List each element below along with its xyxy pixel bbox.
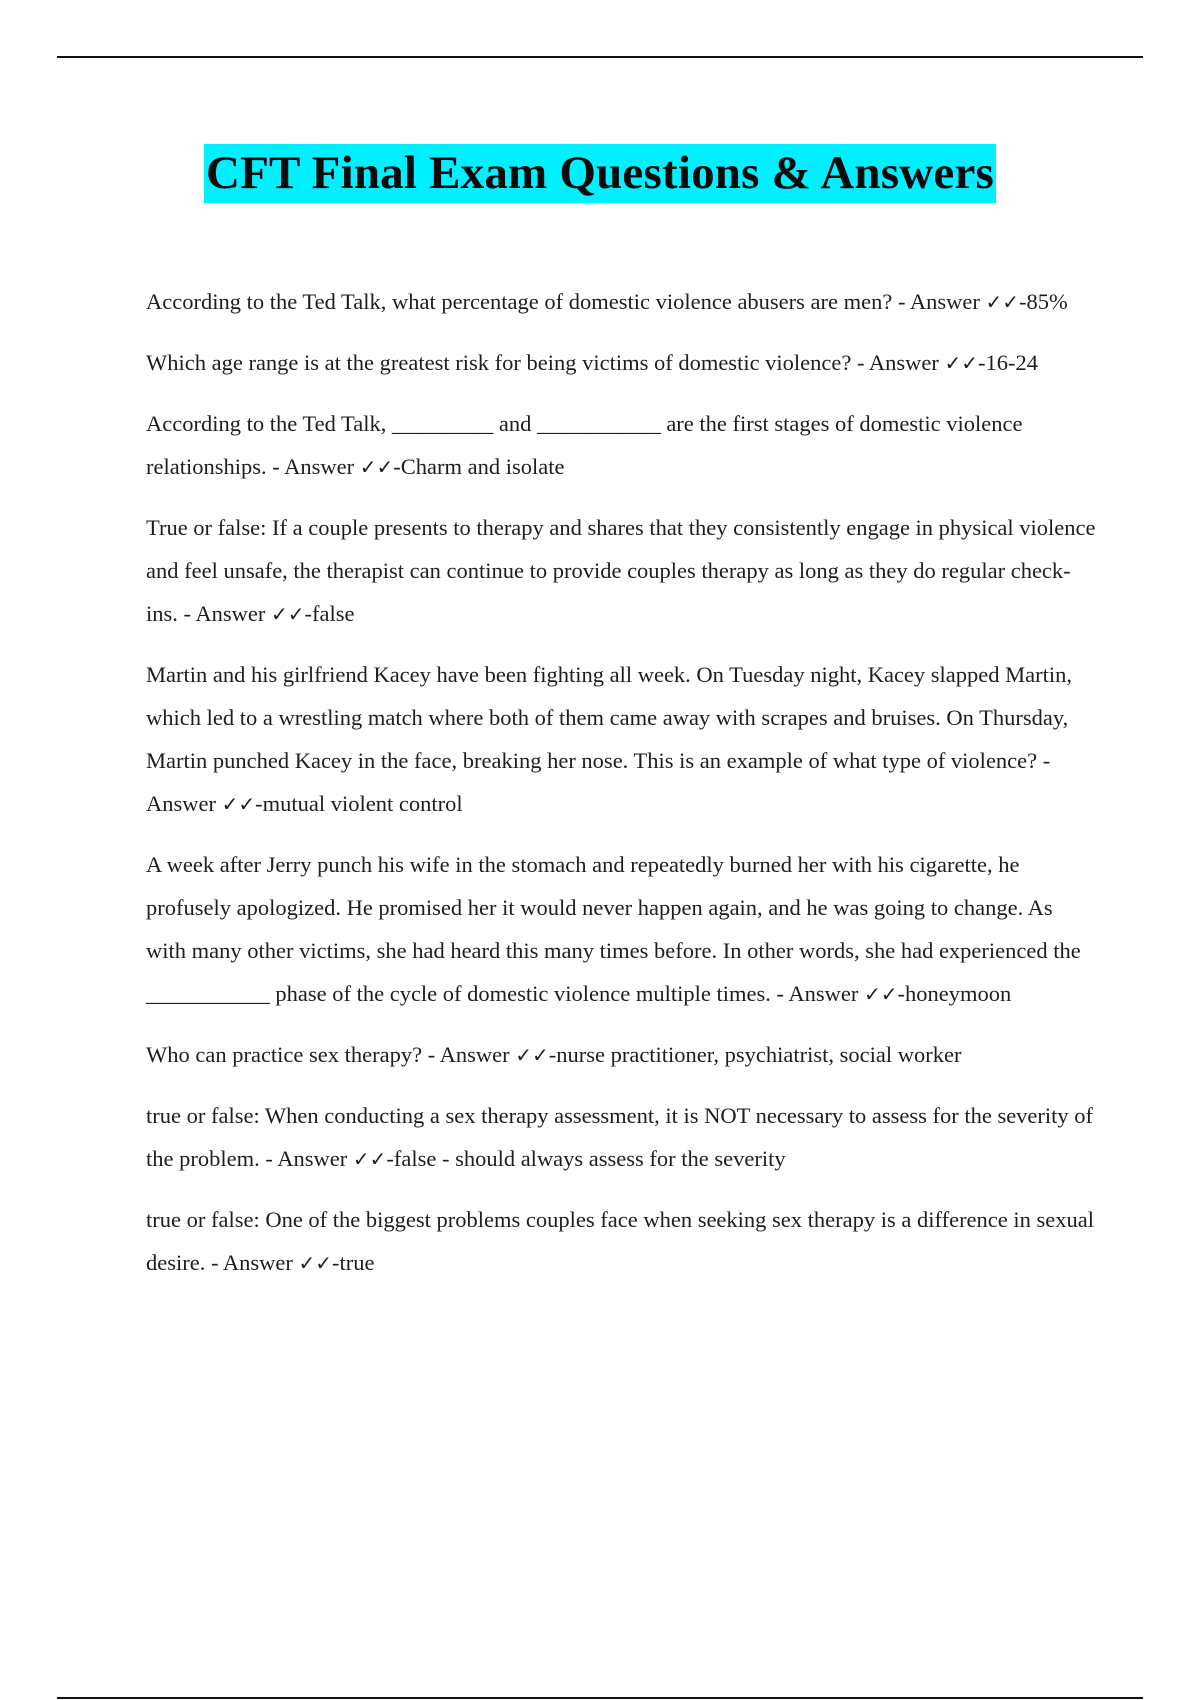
qa-item-4: [146, 506, 1096, 636]
double-check-icon: ✓✓: [271, 602, 305, 626]
question-text: A week after Jerry punch his wife in the stomach and repeatedly burned her with his cigarette, he profusely apologized. He promised her it would never happen again, and he was going to change. As with many other victims, she had heard this many times before. In other words, she had experienced the ___________ phase of the cycle of domestic violence multiple times. - Answer: [146, 852, 1081, 1006]
qa-item-7: [146, 1033, 1096, 1077]
question-text: Martin and his girlfriend Kacey have been fighting all week. On Tuesday night, Kacey slapped Martin, which led to a wrestling match where both of them came away with scrapes and bruises. On Thursday, Martin punched Kacey in the face, breaking her nose. This is an example of what type of violence? - Answer: [146, 662, 1073, 816]
question-text: Who can practice sex therapy? - Answer: [146, 1042, 516, 1067]
double-check-icon: ✓✓: [221, 792, 256, 816]
qa-item-2: [146, 341, 1096, 385]
qa-list: [146, 280, 1096, 1302]
answer-text: -85%: [1018, 289, 1068, 314]
question-text: Which age range is at the greatest risk for being victims of domestic violence? - Answer: [146, 350, 945, 375]
double-check-icon: ✓✓: [515, 1043, 549, 1067]
answer-text: -true: [331, 1250, 375, 1275]
question-text: True or false: If a couple presents to therapy and shares that they consistently engage in physical violence and feel unsafe, the therapist can continue to provide couples therapy as long as they do regular check-ins. - Answer: [146, 515, 1096, 626]
answer-text: -honeymoon: [897, 981, 1012, 1006]
double-check-icon: ✓✓: [985, 290, 1019, 314]
double-check-icon: ✓✓: [863, 982, 898, 1006]
double-check-icon: ✓✓: [298, 1251, 332, 1275]
answer-text: -nurse practitioner, psychiatrist, social worker: [548, 1042, 962, 1067]
qa-item-9: [146, 1198, 1096, 1285]
answer-text: -16-24: [978, 350, 1039, 375]
question-text: true or false: One of the biggest problems couples face when seeking sex therapy is a difference in sexual desire. - Answer: [146, 1207, 1094, 1275]
header-rule: [57, 56, 1143, 58]
answer-text: -false - should always assess for the severity: [386, 1146, 786, 1171]
question-text: According to the Ted Talk, _________ and ___________ are the first stages of domestic violence relationships. - Answer: [146, 411, 1023, 479]
qa-item-5: [146, 653, 1096, 826]
qa-item-8: [146, 1094, 1096, 1181]
answer-text: -false: [304, 601, 355, 626]
double-check-icon: ✓✓: [944, 351, 979, 375]
double-check-icon: ✓✓: [352, 1147, 387, 1171]
answer-text: -Charm and isolate: [393, 454, 565, 479]
footer-rule: [57, 1697, 1143, 1699]
document-title: CFT Final Exam Questions & Answers: [204, 144, 996, 203]
double-check-icon: ✓✓: [359, 455, 394, 479]
qa-item-6: [146, 843, 1096, 1016]
question-text: true or false: When conducting a sex therapy assessment, it is NOT necessary to assess for the severity of the problem. - Answer: [146, 1103, 1094, 1171]
qa-item-3: [146, 402, 1096, 489]
qa-item-1: [146, 280, 1096, 324]
answer-text: -mutual violent control: [255, 791, 463, 816]
title-block: [0, 144, 1200, 203]
question-text: According to the Ted Talk, what percentage of domestic violence abusers are men? - Answer: [146, 289, 986, 314]
